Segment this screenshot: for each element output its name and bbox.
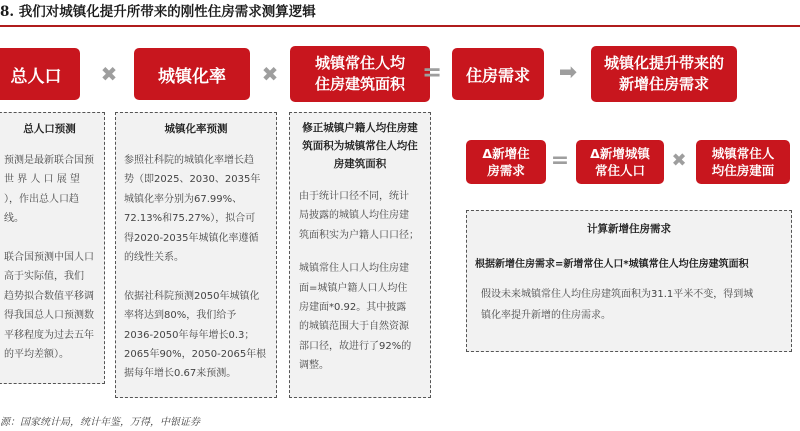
- text-line: [124, 267, 276, 286]
- multiply-icon: ✖: [261, 62, 279, 86]
- text-line: 部口径，故进行了92%的: [299, 340, 412, 352]
- per-capita-area-line1: 城镇常住人均: [314, 54, 405, 72]
- per-capita-area-box: [290, 46, 430, 102]
- text-line: 趋势拟合数值平移调: [4, 290, 94, 302]
- text-line: 线。: [4, 213, 24, 225]
- equals-icon: =: [550, 148, 570, 173]
- equals-icon: =: [421, 58, 443, 86]
- housing-area-adjust-text: [290, 187, 430, 376]
- title-divider: [0, 25, 800, 27]
- figure-title: 8. 我们对城镇化提升所带来的刚性住房需求测算逻辑: [0, 4, 316, 20]
- text-line: 面=城镇户籍人口人均住: [299, 282, 408, 294]
- housing-area-adjust-heading: [290, 119, 430, 173]
- calculation-formula: 根据新增住房需求=新增常住人口*城镇常住人均住房建筑面积: [475, 259, 749, 270]
- text-line: 率将达到80%，我们给予: [124, 310, 237, 322]
- housing-demand-box: [452, 48, 544, 100]
- text-line: 假设未来城镇常住人均住房建筑面积为31.1平米不变，得到城: [481, 289, 754, 300]
- text-line: 势（即2025、2030、2035年: [124, 174, 261, 186]
- text-line: 预测是最新联合国预: [4, 155, 94, 166]
- text-line: 72.13%和75.27%），拟合可: [124, 213, 256, 225]
- text-line: 高于实际值，我们: [4, 271, 84, 283]
- urbanization-rate-box: [134, 48, 250, 100]
- heading-line: 修正城镇户籍人均住房建: [302, 122, 418, 134]
- text-line: 调整。: [299, 360, 329, 372]
- housing-demand-label: 住房需求: [465, 65, 530, 85]
- per-capita-area-line2: 住房建筑面积: [314, 75, 405, 93]
- urbanization-forecast-text: [116, 151, 276, 384]
- delta-demand-line2: 房需求: [487, 163, 525, 178]
- text-line: 世 界 人 口 展 望: [4, 174, 80, 186]
- new-housing-demand-line1: 城镇化提升带来的: [603, 54, 724, 72]
- population-forecast-panel: [0, 112, 105, 384]
- delta-population-line2: 常住人口: [594, 163, 645, 178]
- urbanization-forecast-panel: [115, 112, 277, 398]
- text-line: [299, 245, 430, 259]
- text-line: 筑面积实为户籍人口口径；: [299, 229, 419, 241]
- text-line: 的城镇范围大于自然资源: [299, 321, 409, 333]
- text-line: 2065年90%，2050-2065年根: [124, 349, 267, 361]
- per-capita-line1: 城镇常住人: [711, 146, 775, 161]
- population-forecast-text: [0, 151, 104, 364]
- delta-population-line1: Δ新增城镇: [590, 146, 650, 161]
- text-line: 由于统计口径不同，统计: [299, 191, 409, 202]
- urbanization-forecast-heading: 城镇化率预测: [164, 123, 228, 135]
- text-line: 2036-2050年每年增长0.3；: [124, 329, 255, 341]
- delta-demand-line1: Δ新增住: [482, 146, 530, 161]
- text-line: 平移程度为过去五年: [4, 329, 94, 341]
- urbanization-rate-label: 城镇化率: [158, 66, 226, 87]
- per-capita-line2: 均住房建面: [711, 163, 775, 178]
- total-population-box: [0, 48, 80, 100]
- calculation-heading: 计算新增住房需求: [587, 223, 671, 235]
- calculation-panel: [466, 210, 792, 352]
- heading-line: 房建筑面积: [333, 158, 387, 170]
- text-line: [4, 229, 104, 248]
- total-population-label: 总人口: [10, 66, 62, 87]
- text-line: 房建面*0.92。其中披露: [299, 302, 407, 314]
- text-line: 联合国预测中国人口: [4, 252, 94, 264]
- text-line: 城镇常住人口人均住房建: [299, 263, 409, 275]
- delta-new-urban-population-box: [576, 140, 664, 184]
- text-line: 的平均差额）。: [4, 349, 69, 361]
- new-housing-demand-box: [591, 46, 737, 102]
- text-line: 的线性关系。: [124, 252, 184, 264]
- text-line: 局披露的城镇人均住房建: [299, 210, 409, 222]
- calculation-text: [467, 284, 791, 326]
- source-note: 源：国家统计局，统计年鉴，万得，中银证券: [0, 417, 200, 428]
- text-line: 城镇化率分别为67.99%、: [124, 193, 243, 205]
- text-line: 得2020-2035年城镇化率遵循: [124, 232, 259, 244]
- delta-new-housing-demand-box: [466, 140, 546, 184]
- heading-line: 筑面积为城镇常住人均住: [302, 140, 418, 152]
- urban-per-capita-area-box: [696, 140, 790, 184]
- text-line: 参照社科院的城镇化率增长趋: [124, 155, 254, 166]
- arrow-right-icon: ➡: [558, 60, 578, 85]
- multiply-icon: ✖: [100, 62, 118, 86]
- housing-area-adjust-panel: [289, 112, 431, 398]
- text-line: 据每年增长0.67来预测。: [124, 368, 237, 380]
- new-housing-demand-line2: 新增住房需求: [618, 75, 709, 93]
- text-line: 镇化率提升新增的住房需求。: [481, 310, 611, 321]
- text-line: ），作出总人口趋: [4, 193, 79, 205]
- text-line: 得我国总人口预测数: [4, 310, 94, 322]
- text-line: 依据社科院预测2050年城镇化: [124, 290, 260, 302]
- population-forecast-heading: 总人口预测: [23, 123, 76, 135]
- multiply-icon: ✖: [671, 150, 687, 171]
